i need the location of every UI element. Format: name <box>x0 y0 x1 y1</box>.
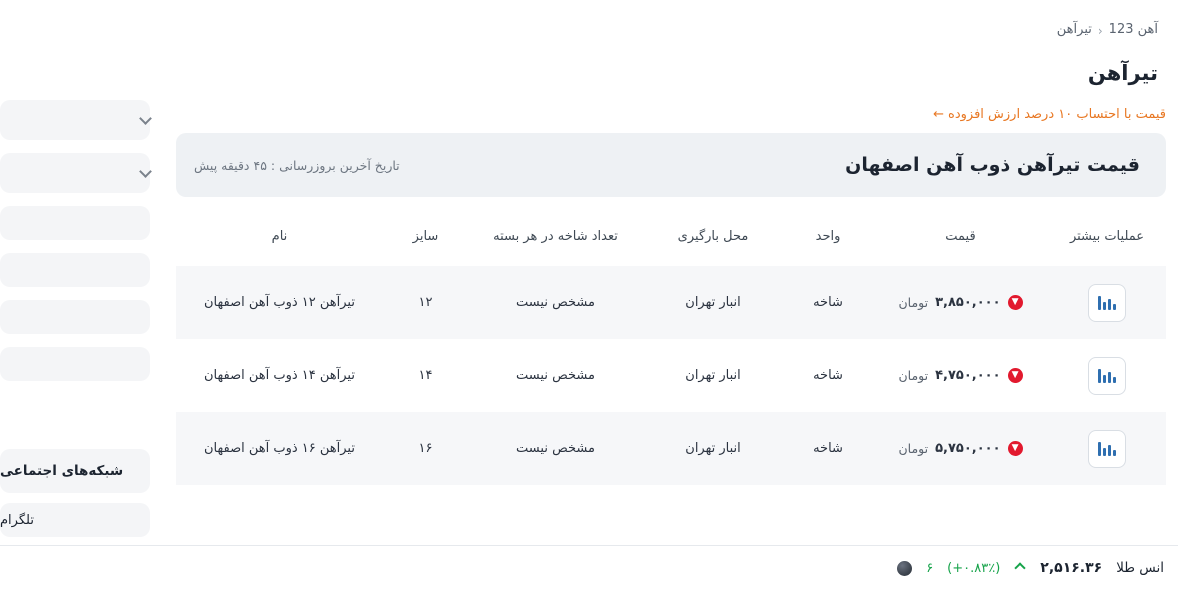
cell-unit: شاخه <box>783 339 873 412</box>
sidebar-placeholder-2[interactable] <box>0 253 150 287</box>
chevron-left-icon: ‹ <box>1097 23 1103 38</box>
price-value: ۵,۷۵۰,۰۰۰ <box>935 441 1001 456</box>
cell-name[interactable]: تیرآهن ۱۶ ذوب آهن اصفهان <box>176 412 383 485</box>
main-content <box>176 133 1166 485</box>
sidebar-placeholder-4[interactable] <box>0 347 150 381</box>
column-header-price: قیمت <box>873 213 1048 266</box>
vat-note <box>933 107 1166 122</box>
cell-loading: انبار تهران <box>643 412 783 485</box>
price-table <box>176 213 1166 485</box>
ticker-change-percent: (+۰.۸۳٪) <box>947 560 1001 576</box>
breadcrumb-item-current: تیرآهن <box>1056 22 1092 37</box>
cell-size: ۱۴ <box>383 339 468 412</box>
cell-actions <box>1048 266 1166 339</box>
cell-bundle: مشخص نیست <box>468 266 643 339</box>
cell-loading: انبار تهران <box>643 266 783 339</box>
chevron-down-icon <box>139 165 152 178</box>
sidebar-social-item-label: تلگرام <box>0 512 34 528</box>
cell-size: ۱۲ <box>383 266 468 339</box>
sidebar-placeholder-3[interactable] <box>0 300 150 334</box>
breadcrumb <box>1057 22 1158 37</box>
chart-icon <box>1098 368 1116 383</box>
caret-up-icon <box>1015 562 1026 573</box>
cell-unit: شاخه <box>783 266 873 339</box>
cell-price <box>873 266 1048 339</box>
price-value: ۴,۷۵۰,۰۰۰ <box>935 368 1001 383</box>
ticker-value: ۲,۵۱۶.۳۶ <box>1040 560 1103 576</box>
price-currency: تومان <box>898 368 929 383</box>
table-title: قیمت تیرآهن ذوب آهن اصفهان <box>845 154 1140 176</box>
sidebar-social-item-telegram[interactable] <box>0 503 150 537</box>
cell-actions <box>1048 339 1166 412</box>
vat-note-text: قیمت با احتساب ۱۰ درصد ارزش افزوده <box>948 107 1166 122</box>
cell-name[interactable]: تیرآهن ۱۲ ذوب آهن اصفهان <box>176 266 383 339</box>
price-currency: تومان <box>898 441 929 456</box>
price-currency: تومان <box>898 295 929 310</box>
column-header-bundle: تعداد شاخه در هر بسته <box>468 213 643 266</box>
column-header-loading: محل بارگیری <box>643 213 783 266</box>
cell-unit: شاخه <box>783 412 873 485</box>
chevron-down-icon <box>139 112 152 125</box>
chart-icon-button[interactable] <box>1088 284 1126 322</box>
table-row <box>176 339 1166 412</box>
sidebar <box>0 100 150 537</box>
coin-icon <box>897 561 912 576</box>
price-down-icon: ▼ <box>1008 441 1023 456</box>
cell-size: ۱۶ <box>383 412 468 485</box>
price-ticker-bar <box>0 545 1178 590</box>
page-title: تیرآهن <box>1087 61 1158 86</box>
sidebar-placeholder-1[interactable] <box>0 206 150 240</box>
cell-bundle: مشخص نیست <box>468 339 643 412</box>
ticker-change-value: ۶ <box>926 560 934 576</box>
price-value: ۳,۸۵۰,۰۰۰ <box>935 295 1001 310</box>
arrow-left-icon: ← <box>933 107 945 122</box>
breadcrumb-item-home[interactable]: آهن 123 <box>1108 22 1158 37</box>
cell-actions <box>1048 412 1166 485</box>
table-header-card <box>176 133 1166 197</box>
sidebar-social-title <box>0 449 150 493</box>
chart-icon <box>1098 441 1116 456</box>
price-down-icon: ▼ <box>1008 368 1023 383</box>
chart-icon <box>1098 295 1116 310</box>
cell-price <box>873 412 1048 485</box>
chart-icon-button[interactable] <box>1088 357 1126 395</box>
cell-bundle: مشخص نیست <box>468 412 643 485</box>
ticker-label: انس طلا <box>1116 560 1164 576</box>
table-header-row <box>176 213 1166 266</box>
column-header-actions: عملیات بیشتر <box>1048 213 1166 266</box>
table-row <box>176 266 1166 339</box>
cell-name[interactable]: تیرآهن ۱۴ ذوب آهن اصفهان <box>176 339 383 412</box>
cell-price <box>873 339 1048 412</box>
column-header-name: نام <box>176 213 383 266</box>
sidebar-filter-2[interactable] <box>0 153 150 193</box>
last-update-text: تاریخ آخرین بروزرسانی : ۴۵ دقیقه پیش <box>194 157 400 173</box>
cell-loading: انبار تهران <box>643 339 783 412</box>
column-header-size: سایز <box>383 213 468 266</box>
column-header-unit: واحد <box>783 213 873 266</box>
sidebar-social-label: شبکه‌های اجتماعی <box>0 463 124 479</box>
table-row <box>176 412 1166 485</box>
sidebar-filter-1[interactable] <box>0 100 150 140</box>
chart-icon-button[interactable] <box>1088 430 1126 468</box>
price-down-icon: ▼ <box>1008 295 1023 310</box>
